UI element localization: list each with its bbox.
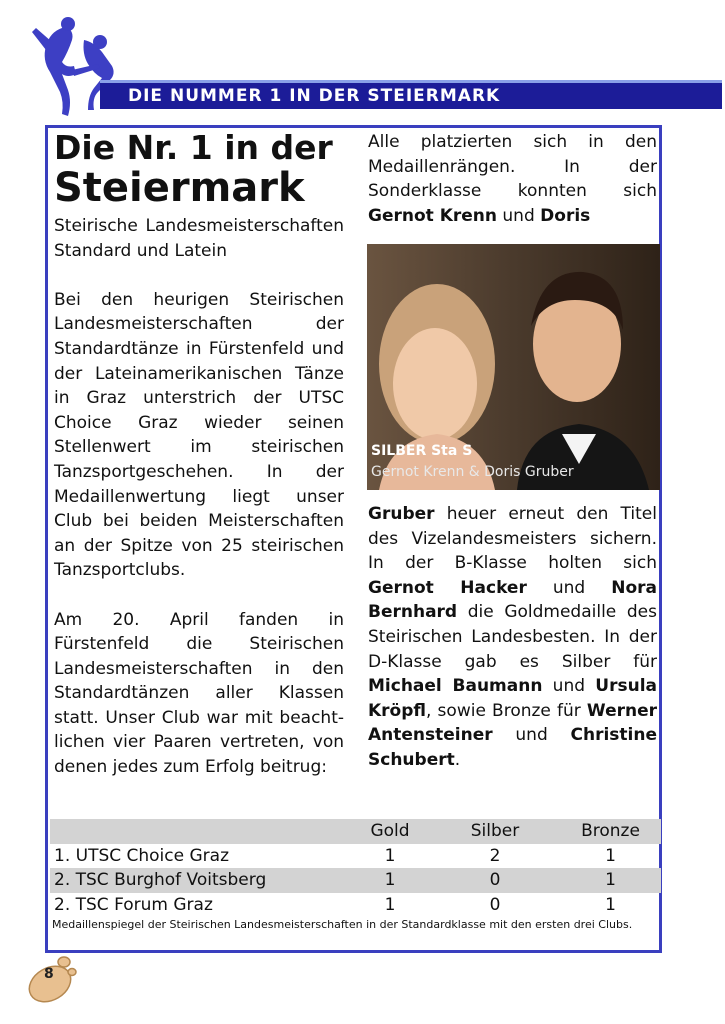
page-number: 8 <box>44 966 54 982</box>
right-column-top <box>368 130 657 228</box>
article-title-line2: Steiermark <box>54 165 305 211</box>
article-title-line1: Die Nr. 1 in der <box>54 128 333 167</box>
gold-count: 1 <box>384 845 396 866</box>
text-span: Alle platzierten sich in den Medaillenrängen. In der Sonderklasse konnten sich <box>368 132 657 202</box>
table-header-gold: Gold <box>370 821 410 842</box>
photo-caption-title: SILBER Sta S <box>371 443 473 459</box>
club-name: 2. TSC Forum Graz <box>54 894 213 915</box>
article-subtitle: Steirische Landesmeisterschaften Standard und Latein <box>54 216 344 261</box>
name-highlight: Nora Bernhard <box>368 577 658 623</box>
name-highlight: Gernot Hacker <box>368 577 527 598</box>
text-span: und <box>497 205 541 226</box>
couple-photo <box>367 244 660 490</box>
silber-count: 0 <box>489 870 501 891</box>
paragraph-3-end <box>368 502 657 773</box>
banner-title: DIE NUMMER 1 IN DER STEIERMARK <box>128 86 501 106</box>
right-column-bottom <box>368 502 657 773</box>
gold-count: 1 <box>384 870 396 891</box>
paragraph-1: Bei den heurigen Steirischen Landesmeisterschaften der Standardtänze in Fürstenfeld und der Lateinamerikanischen Tänze in Graz unterstrich der UTSC Choice Graz wieder seinen Stellenwert im steirischen Tanzsportgeschehen. In der Medaillenwertung liegt unser Club bei beiden Meisterschaften an der Spitze von 25 steirischen Tanzsportclubs. <box>54 289 344 581</box>
club-name: 2. TSC Burghof Voitsberg <box>54 870 267 891</box>
bronze-count: 1 <box>605 845 616 866</box>
table-header-row <box>50 819 661 844</box>
table-row <box>50 893 661 918</box>
club-name: 1. UTSC Choice Graz <box>54 845 229 866</box>
table-row <box>50 844 661 869</box>
text-span: und <box>526 577 612 598</box>
name-highlight: Christine Schubert <box>368 725 657 770</box>
text-span: und <box>542 676 596 697</box>
name-highlight: Gernot Krenn <box>368 205 497 226</box>
table-header-silber: Silber <box>470 821 520 842</box>
table-caption: Medaillenspiegel der Steirischen Landesmeisterschaften in der Standardklasse mit den ersten drei Clubs. <box>52 918 633 931</box>
gold-count: 1 <box>384 894 396 915</box>
text-span: heuer erneut den Titel des Vizelandesmeisters sichern. In der B-Klasse holten sich <box>368 504 657 574</box>
photo-caption-names: Gernot Krenn & Doris Gruber <box>371 464 574 480</box>
name-highlight: Werner Antensteiner <box>368 700 657 746</box>
text-span: die Goldmedaille des Steirischen Landesbesten. In der D-Klasse gab es Silber für <box>368 602 657 672</box>
left-column <box>54 130 344 780</box>
text-span: , sowie Bronze für <box>426 700 587 721</box>
name-highlight: Gruber <box>368 504 435 524</box>
medal-table <box>50 819 661 917</box>
table-row <box>50 868 661 893</box>
paragraph-2: Am 20. April fanden in Fürstenfeld die Steirischen Landesmeisterschaften in den Standardtänzen aller Klassen statt. Unser Club war mit beacht-lichen vier Paaren vertreten, von denen jedes zum Erfolg beitrug: <box>54 609 344 778</box>
name-highlight: Michael Baumann <box>368 676 543 697</box>
text-span: und <box>492 725 571 746</box>
name-highlight: Doris <box>540 205 591 226</box>
bronze-count: 1 <box>605 894 616 915</box>
table-header-bronze: Bronze <box>581 821 640 842</box>
name-highlight: Ursula Kröpfl <box>368 676 657 721</box>
bronze-count: 1 <box>605 870 616 891</box>
silber-count: 2 <box>489 845 501 866</box>
dancing-couple-icon <box>22 10 142 130</box>
section-banner <box>100 80 722 109</box>
paragraph-3-start <box>368 130 657 228</box>
table-header-club <box>50 819 350 844</box>
text-span: . <box>454 749 461 770</box>
silber-count: 0 <box>489 894 501 915</box>
